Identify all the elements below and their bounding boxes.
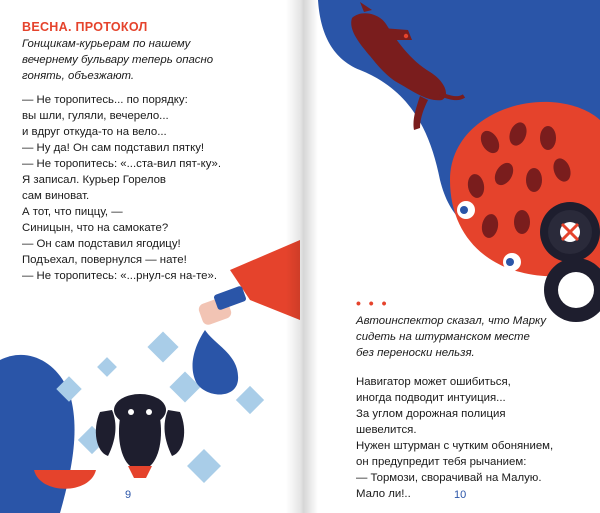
intro-line: вечернему бульвару теперь опасно (22, 54, 214, 66)
poem-text (22, 92, 282, 284)
hand-icon (193, 285, 247, 394)
note-line: Автоинспектор сказал, что Марку (356, 315, 547, 327)
dog-icon (96, 394, 184, 478)
intro-line: гонять, объезжают. (22, 70, 135, 82)
poem-line: Синицын, что на самокате? (22, 222, 169, 234)
page-number: 10 (454, 489, 467, 501)
poem-line: и вдруг откуда-то на вело... (22, 126, 167, 138)
poem-line: иногда подводит интуиция... (356, 392, 506, 404)
poem-line: Мало ли!.. (356, 488, 411, 500)
poem-line: вы шли, гуляли, вечерело... (22, 110, 169, 122)
diamond-shape (187, 449, 221, 483)
poem-line: сам виноват. (22, 190, 90, 202)
page-number: 9 (125, 489, 132, 501)
diamond-shape (236, 386, 264, 414)
poem-line: — Не торопитесь... по порядку: (22, 94, 188, 106)
poem-line: А тот, что пиццу, — (22, 206, 123, 218)
poem-line: Я записал. Курьер Горелов (22, 174, 166, 186)
poem-line: За углом дорожная полиция (356, 408, 506, 420)
right-page (300, 0, 600, 513)
intro-text (22, 36, 272, 84)
blue-arc-shape (0, 355, 75, 513)
poem-text (356, 374, 596, 502)
intro-line: Гонщикам-курьерам по нашему (22, 38, 191, 50)
book-gutter (286, 0, 318, 513)
diamond-shape (147, 331, 178, 362)
diamond-shape (97, 357, 117, 377)
poem-line: — Ну да! Он сам подставил пятку! (22, 142, 205, 154)
poem-line: — Не торопитесь: «...рнул-ся на-те». (22, 270, 217, 282)
poem-line: Навигатор может ошибиться, (356, 376, 511, 388)
page-title: ВЕСНА. ПРОТОКОЛ (22, 20, 148, 34)
poem-line: — Он сам подставил ягодицу! (22, 238, 181, 250)
poem-line: Подъехал, повернулся — нате! (22, 254, 187, 266)
poem-line: — Не торопитесь: «...ста-вил пят-ку». (22, 158, 222, 170)
poem-line: Нужен штурман с чутким обонянием, (356, 440, 554, 452)
poem-line: — Тормози, сворачивай на Малую. (356, 472, 542, 484)
note-line: без переноски нельзя. (356, 347, 475, 359)
poem-line: шевелится. (356, 424, 417, 436)
note-text (356, 313, 596, 361)
note-line: сидеть на штурманском месте (356, 331, 530, 343)
poem-line: он предупредит тебя рычанием: (356, 456, 527, 468)
section-separator: • • • (356, 295, 389, 311)
